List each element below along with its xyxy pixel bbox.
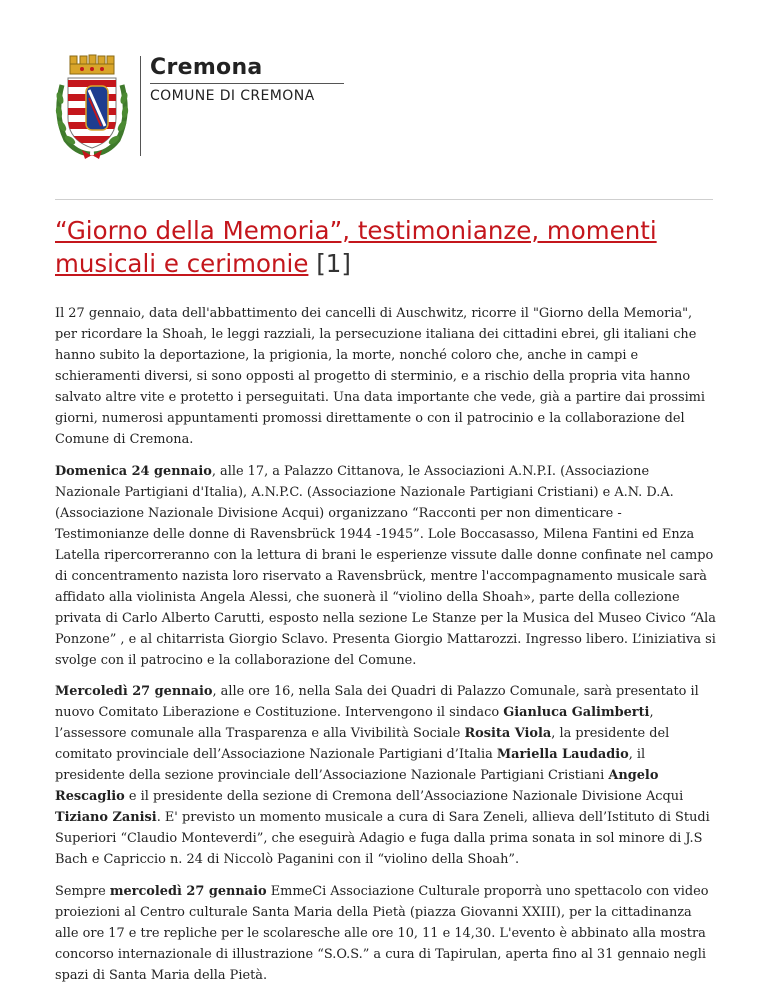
text-segment: Sempre bbox=[55, 883, 110, 899]
event-date: Domenica 24 gennaio bbox=[55, 463, 212, 479]
text-segment: , il presidente della sezione provinciale dell’Associazione Nazionale Partigiani Cristiani bbox=[55, 747, 646, 783]
speaker-name: Gianluca Galimberti bbox=[503, 705, 650, 720]
event-date: mercoledì 27 gennaio bbox=[109, 883, 267, 899]
header-divider-vertical bbox=[140, 56, 141, 156]
speaker-name: Angelo Rescaglio bbox=[55, 768, 659, 804]
text-segment: , alle ore 16, nella Sala dei Quadri di Palazzo Comunale, sarà presentato il nuovo Comitato Liberazione e Costituzione. Intervengono il sindaco bbox=[55, 684, 699, 720]
article-title-link[interactable]: “Giorno della Memoria”, testimonianze, momenti musicali e cerimonie bbox=[55, 216, 657, 278]
paragraph-event-27 bbox=[55, 681, 718, 870]
site-header bbox=[52, 50, 352, 160]
text-segment: e il presidente della sezione di Cremona dell’Associazione Nazionale Divisione Acqui bbox=[124, 789, 684, 804]
text-segment: , la presidente del comitato provinciale dell’Associazione Nazionale Partigiani d’Italia bbox=[55, 726, 670, 762]
article-body bbox=[55, 303, 718, 996]
reference-marker: [1] bbox=[308, 249, 351, 278]
paragraph-event-24 bbox=[55, 461, 718, 671]
event-date: Mercoledì 27 gennaio bbox=[55, 684, 213, 699]
speaker-name: Rosita Viola bbox=[464, 726, 552, 741]
text-segment: EmmeCi Associazione Culturale proporrà uno spettacolo con video proiezioni al Centro culturale Santa Maria della Pietà (piazza Giovanni XXIII), per la cittadinanza alle ore 17 e tre repliche per le scolaresche alle ore 10, 11 e 14,30. L'evento è abbinato alla mostra concorso internazionale di illustrazione “S.O.S.” a cura di Tapirulan, aperta fino al 31 gennaio negli spazi di Santa Maria della Pietà. bbox=[55, 883, 709, 983]
speaker-name: Tiziano Zanisi bbox=[55, 810, 157, 825]
paragraph-intro: Il 27 gennaio, data dell'abbattimento dei cancelli di Auschwitz, ricorre il "Giorno della Memoria", per ricordare la Shoah, le leggi razziali, la persecuzione italiana dei cittadini ebrei, gli italiani che hanno subito la deportazione, la prigionia, la morte, nonché coloro che, anche in campi e schieramenti diversi, si sono opposti al progetto di sterminio, e a rischio della propria vita hanno salvato altre vite e protetto i perseguitati. Una data importante che vede, già a partire dai prossimi giorni, numerosi appuntamenti promossi direttamente o con il patrocinio e la collaborazione del Comune di Cremona. bbox=[55, 306, 706, 447]
header-separator bbox=[55, 199, 713, 200]
article-title bbox=[55, 214, 715, 280]
speaker-name: Mariella Laudadio bbox=[496, 747, 629, 762]
paragraph-event-27-show bbox=[55, 881, 718, 986]
event-description: , alle 17, a Palazzo Cittanova, le Associazioni A.N.P.I. (Associazione Nazionale Partigiani d'Italia), A.N.P.C. (Associazione Nazionale Partigiani Cristiani) e A.N. D.A. (Associazione Nazionale Divisione Acqui) organizzano “Racconti per non dimenticare - Testimonianze delle donne di Ravensbrück 1944 -1945”. Lole Boccasasso, Milena Fantini ed Enza Latella ripercorreranno con la lettura di brani le esperienze vissute dalle donne confinate nel campo di concentramento nazista loro riservato a Ravensbrück, mentre l'accompagnamento musicale sarà affidato alla violinista Angela Alessi, che suonerà il “violino della Shoah», parte della collezione privata di Carlo Alberto Carutti, esposto nella sezione Le Stanze per la Musica del Museo Civico “Ala Ponzone” , e al chitarrista Giorgio Sclavo. Presenta Giorgio Mattarozzi. Ingresso libero. L’iniziativa si svolge con il patrocino e la collaborazione del Comune. bbox=[55, 463, 716, 668]
coat-of-arms-icon[interactable] bbox=[52, 50, 132, 160]
text-segment: . E' previsto un momento musicale a cura di Sara Zeneli, allieva dell’Istituto di Studi Superiori “Claudio Monteverdi”, che eseguirà Adagio e fuga dalla prima sonata in sol minore di J.S Bach e Capriccio n. 24 di Niccolò Paganini con il “violino della Shoah”. bbox=[55, 810, 710, 867]
header-divider-horizontal bbox=[150, 83, 344, 84]
brand-name[interactable]: Cremona bbox=[150, 55, 263, 80]
brand-subtitle: COMUNE DI CREMONA bbox=[150, 88, 315, 104]
text-segment: , l’assessore comunale alla Trasparenza e alla Vivibilità Sociale bbox=[55, 705, 654, 741]
